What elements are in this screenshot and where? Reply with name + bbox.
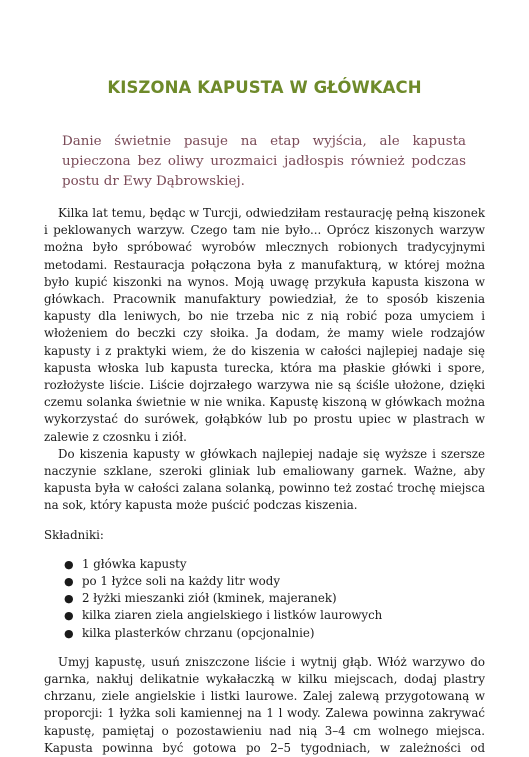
lead-paragraph: Danie świetnie pasuje na etap wyjścia, ale kapusta upieczona bez oliwy urozmaici jadłospis również podczas postu dr Ewy Dąbrowskiej. — [62, 134, 466, 189]
list-item — [64, 556, 485, 573]
list-item — [64, 625, 485, 642]
ingredients-list — [44, 556, 485, 642]
bullet-icon: ● — [64, 626, 74, 640]
ingredient-text: 1 główka kapusty — [82, 556, 187, 571]
list-item — [64, 607, 485, 624]
bullet-icon: ● — [64, 575, 74, 589]
recipe-body — [44, 205, 485, 757]
method-paragraph: Umyj kapustę, usuń zniszczone liście i wytnij głąb. Włóż warzywo do garnka, nakłuj delikatnie wykałaczką w kilku miejscach, dodaj plastry chrzanu, ziele angielskie i listki laurowe. Zalej zalewą przygotowaną w proporcji: 1 łyżka soli kamiennej na 1 l wody. Zalewa powinna zakrywać kapustę, pamiętaj o pozostawieniu nad nią 3–4 cm wolnego miejsca. Kapusta powinna być gotowa po 2–5 tygodniach, w zależności od — [44, 654, 485, 755]
bullet-icon: ● — [64, 592, 74, 606]
intro-paragraph: Kilka lat temu, będąc w Turcji, odwiedziłam restaurację pełną kiszonek i peklowanych warzyw. Czego tam nie było... Oprócz kiszonych warzyw można było spróbować wyrobów mlecznych robionych tradycyjnymi metodami. Restauracja połączona była z manufakturą, w której można było kupić kiszonki na wynos. Moją uwagę przykuła kapusta kiszona w główkach. Pracownik manufaktury powiedział, że to sposób kiszenia kapusty dla leniwych, bo nie trzeba nic z nią robić poza umyciem i włożeniem do beczki czy słoika. Ja dodam, że mamy wiele rodzajów kapusty i z praktyki wiem, że do kiszenia w całości najlepiej nadaje się kapusta włoska lub kapusta turecka, która ma płaskie główki i spore, rozłożyste liście. Liście dojrzałego warzywa nie są ściśle ułożone, dzięki czemu solanka świetnie w nie wnika. Kapustę kiszoną w główkach można wykorzystać do surówek, gołąbków lub po prostu upiec w plastrach w zalewie z czosnku i ziół. — [44, 206, 485, 444]
ingredients-heading: Składniki: — [44, 527, 104, 542]
spacer — [44, 515, 485, 527]
list-item — [64, 590, 485, 607]
vessel-paragraph: Do kiszenia kapusty w główkach najlepiej nadaje się wyższe i szersze naczynie szklane, szeroki gliniak lub emaliowany garnek. Ważne, aby kapusta była w całości zalana solanką, powinno też zostać trochę miejsca na sok, który kapusta może puścić podczas kiszenia. — [44, 446, 485, 513]
list-item — [64, 573, 485, 590]
bullet-icon: ● — [64, 609, 74, 623]
spacer — [44, 544, 485, 556]
ingredient-text: po 1 łyżce soli na każdy litr wody — [82, 574, 280, 589]
ingredient-text: 2 łyżki mieszanki ziół (kminek, majeranek) — [82, 591, 337, 606]
spacer — [44, 642, 485, 654]
ingredient-text: kilka ziaren ziela angielskiego i listków laurowych — [82, 608, 383, 623]
recipe-title: KISZONA KAPUSTA W GŁÓWKACH — [107, 78, 422, 97]
ingredient-text: kilka plasterków chrzanu (opcjonalnie) — [82, 625, 315, 640]
bullet-icon: ● — [64, 557, 74, 571]
